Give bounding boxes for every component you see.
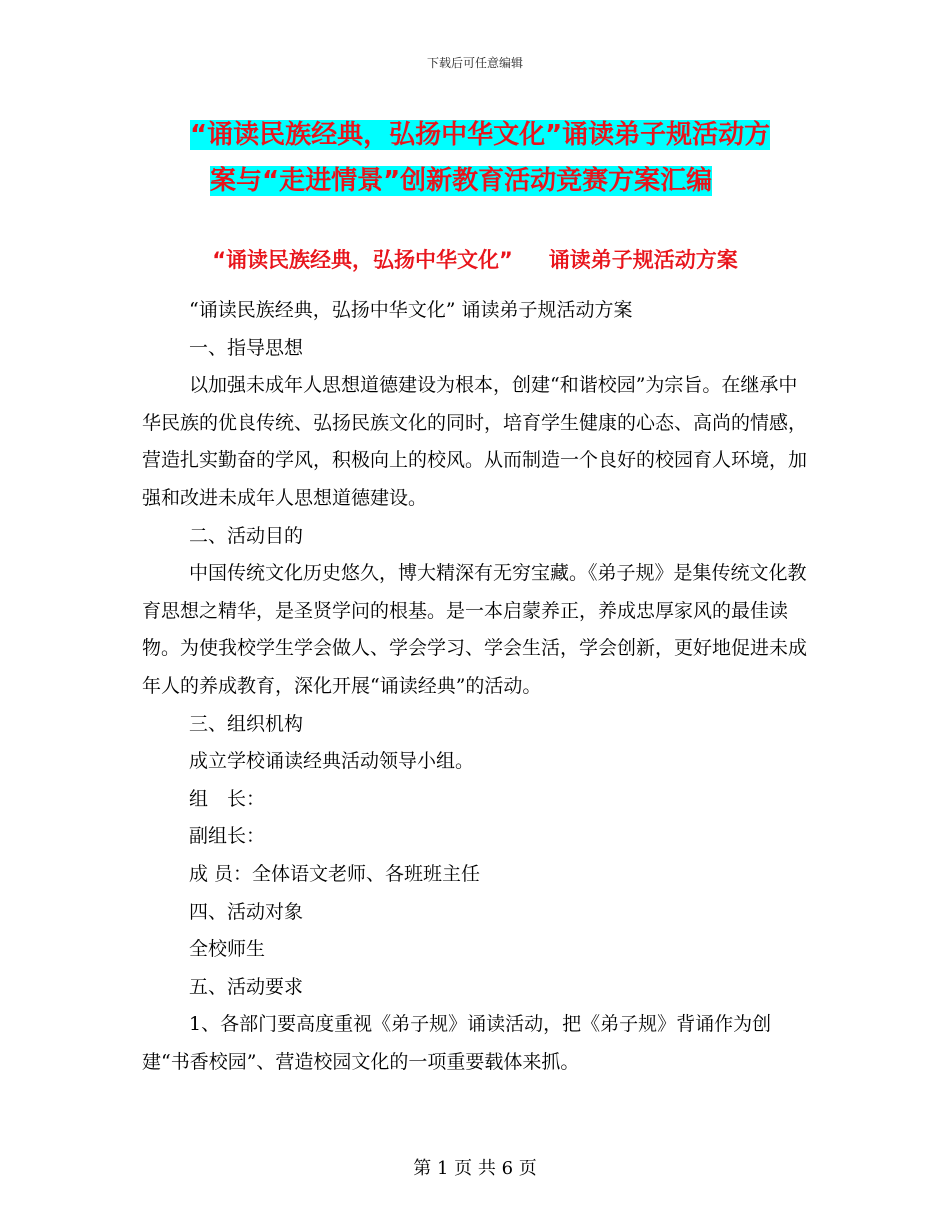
section-title-part-2: 诵读弟子规活动方案 bbox=[548, 248, 738, 272]
paragraph-group-leader: 组 长： bbox=[189, 787, 266, 810]
section-title-part-1: “诵读民族经典，弘扬中华文化” bbox=[212, 248, 513, 272]
page-footer: 第 1 页 共 6 页 bbox=[413, 1158, 537, 1179]
heading-organization: 三、组织机构 bbox=[189, 712, 304, 735]
heading-activity-requirements: 五、活动要求 bbox=[189, 975, 304, 998]
heading-activity-target: 四、活动对象 bbox=[189, 900, 304, 923]
paragraph-requirement-1: 1、各部门要高度重视《弟子规》诵读活动，把《弟子规》背诵作为创建“书香校园”、营造校园文化的一项重要载体来抓。 bbox=[142, 1013, 772, 1073]
heading-activity-purpose: 二、活动目的 bbox=[189, 524, 304, 547]
paragraph-guiding-ideology: 以加强未成年人思想道德建设为根本，创建“和谐校园”为宗旨。在继承中华民族的优良传统、弘扬民族文化的同时，培育学生健康的心态、高尚的情感，营造扎实勤奋的学风，积极向上的校风。从而制造一个良好的校园育人环境，加强和改进未成年人思想道德建设。 bbox=[142, 374, 808, 509]
paragraph-plan-name: “诵读民族经典，弘扬中华文化” 诵读弟子规活动方案 bbox=[189, 299, 633, 321]
document-body bbox=[142, 292, 812, 1081]
document-title bbox=[190, 112, 810, 204]
title-line-1: “诵读民族经典，弘扬中华文化”诵读弟子规活动方 bbox=[190, 120, 771, 150]
header-note: 下载后可任意编辑 bbox=[426, 56, 523, 70]
heading-guiding-ideology: 一、指导思想 bbox=[189, 336, 304, 359]
paragraph-activity-target: 全校师生 bbox=[189, 938, 266, 961]
title-line-2: 案与“走进情景”创新教育活动竞赛方案汇编 bbox=[210, 166, 713, 196]
paragraph-activity-purpose: 中国传统文化历史悠久，博大精深有无穷宝藏。《弟子规》是集传统文化教育思想之精华，是圣贤学问的根基。是一本启蒙养正，养成忠厚家风的最佳读物。为使我校学生学会做人、学会学习、学会生活，学会创新，更好地促进未成年人的养成教育，深化开展“诵读经典”的活动。 bbox=[142, 562, 808, 697]
paragraph-leading-group: 成立学校诵读经典活动领导小组。 bbox=[189, 750, 475, 773]
paragraph-members: 成 员：全体语文老师、各班班主任 bbox=[189, 862, 481, 885]
section-title bbox=[0, 244, 950, 274]
paragraph-deputy-leader: 副组长： bbox=[189, 825, 266, 848]
